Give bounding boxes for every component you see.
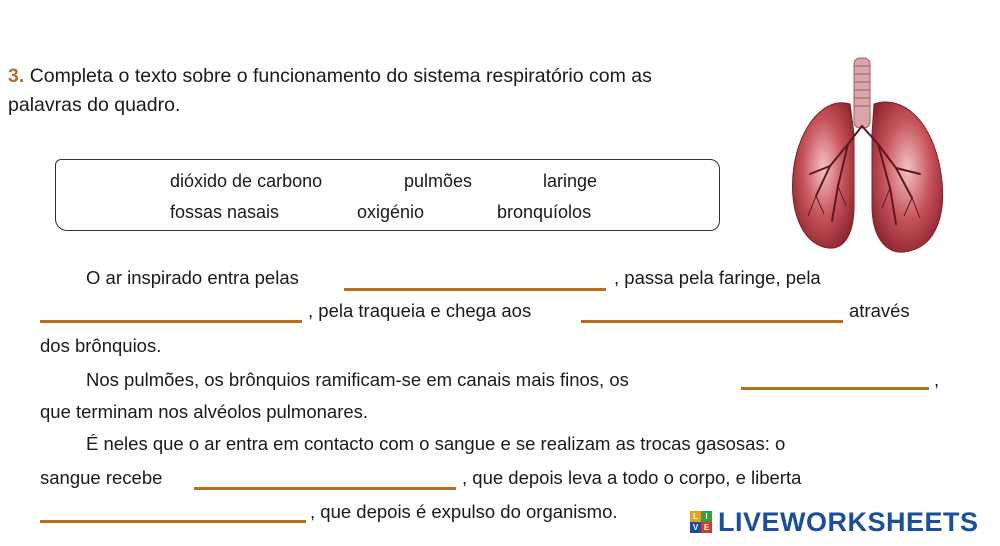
liveworksheets-logo [690,505,979,539]
paragraph1-line2-middle: , pela traqueia e chega aos [308,300,532,321]
paragraph3-line3: , que depois é expulso do organismo. [310,501,618,522]
word-bank-item: laringe [543,171,598,191]
brand-name: LIVEWORKSHEETS [718,506,979,537]
answer-input-5[interactable] [194,463,460,489]
paragraph1-line2-end: através [849,300,910,321]
answer-input-3[interactable] [581,296,847,322]
question-text-line1: Completa o texto sobre o funcionamento do sistema respiratório com as [29,65,652,87]
liveworksheets-icon: L I V E [690,511,712,533]
question-number: 3. [8,65,25,87]
question-prompt [8,62,768,120]
paragraph3-line1: É neles que o ar entra em contacto com o sangue e se realizam as trocas gasosas: o [86,433,786,454]
word-bank-item: oxigénio [357,202,425,222]
paragraph3-line2-start: sangue recebe [40,467,163,488]
question-text-line2: palavras do quadro. [8,94,181,116]
paragraph1-line3: dos brônquios. [40,335,162,356]
word-bank-item: fossas nasais [170,202,280,222]
paragraph1-line1-start: O ar inspirado entra pelas [86,267,299,288]
lungs-illustration [780,56,950,256]
word-bank-item: bronquíolos [497,202,592,222]
paragraph2-line1-end: , [934,369,940,390]
paragraph2-line2: que terminam nos alvéolos pulmonares. [40,401,369,422]
answer-input-4[interactable] [741,363,933,389]
paragraph2-line1-start: Nos pulmões, os brônquios ramificam-se em canais mais finos, os [86,369,629,390]
answer-input-1[interactable] [344,264,610,290]
answer-input-6[interactable] [40,496,310,522]
paragraph1-line1-end: , passa pela faringe, pela [614,267,821,288]
answer-input-2[interactable] [40,296,306,322]
word-bank-item: dióxido de carbono [170,171,323,191]
word-bank-item: pulmões [404,171,473,191]
paragraph3-line2-end: , que depois leva a todo o corpo, e liberta [462,467,802,488]
